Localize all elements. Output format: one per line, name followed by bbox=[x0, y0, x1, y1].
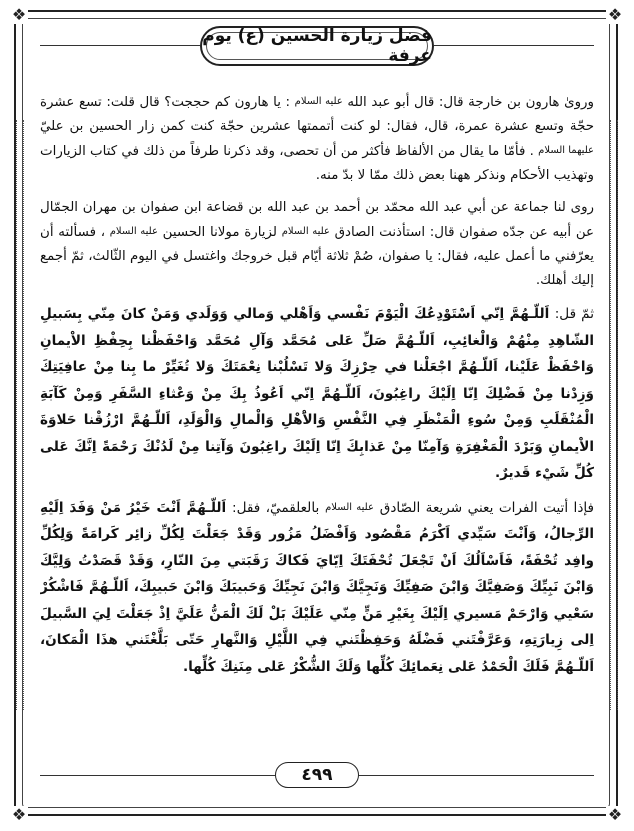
footer-rule bbox=[40, 775, 275, 776]
corner-ornament-icon: ❖ bbox=[607, 5, 623, 24]
text-run: : يا هارون كم حججت؟ قال قلت: تسع عشرة حجّة وتسع عشرة عمرة، قال، فقال: لو كنت أتممتها عشرين حجّة كنت كمن زار الحسين بن عليّ bbox=[40, 95, 594, 134]
paragraph-haroun bbox=[40, 90, 594, 188]
text-run: ورویٰ هارون بن خارجة قال: قال أبو عبد الله bbox=[347, 95, 594, 110]
page-number: ٤٩٩ bbox=[301, 765, 333, 785]
honorific-mark: عليه السلام bbox=[294, 96, 343, 107]
paragraph-safwan bbox=[40, 196, 594, 293]
honorific-mark: عليه السلام bbox=[109, 226, 158, 237]
text-run: ثمّ قل: bbox=[554, 306, 594, 322]
honorific-mark: عليه السلام bbox=[325, 501, 374, 513]
prayer-text: اَللّـهُمَّ اَنْتَ خَيْرُ مَنْ وَفَدَ اِلَيْهِ الرِّجالُ، وَاَنْتَ سَيِّدي اَكْرَمُ مَقْصُود وَاَفْضَلُ مَزُور وَقَدْ جَعَلْتَ لِكُلِّ زائِر كَرامَةً وَلِكُلِّ وافِد تُحْفَةً، فَاَسْاَلُكَ اَنْ تَجْعَلَ تُحْفَتَكَ اِيّايَ فَكاكَ رَقَبَتي مِنَ النّارِ، وَقَدْ قَصَدْتُ وَلِيَّكَ وَابْنَ نَبِيِّكَ وَصَفِيَّكَ وَابْنَ صَفِيِّكَ وَنَجِيَّكَ وَابْنَ نَجِيِّكَ وَحَبيبَكَ وَابْنَ حَبيبِكَ، اَللّـهُمَّ فَاشْكُرْ سَعْيي وَارْحَمْ مَسيري اِلَيْكَ بِغَيْرِ مَنٍّ مِنّي عَلَيْكَ بَلْ لَكَ الْمَنُّ عَلَيَّ اِذْ جَعَلْتَ لِيَ السَّبيلَ اِلى زِيارَتِهِ، وَعَرَّفْتَني فَضْلَهُ وَحَفِظْتَني فِي اللَّيْلِ وَالنَّهارِ حَتّى بَلَّغْتَني هذَا الْمَكانَ، اَللّـهُمَّ فَلَكَ الْحَمْدُ عَلى نِعَمائِكَ كُلِّها وَلَكَ الشُّكْرُ عَلى مِنَنِكَ كُلِّها. bbox=[40, 499, 594, 675]
page-number-cartouche bbox=[275, 762, 359, 788]
honorific-mark: عليهما السلام bbox=[538, 145, 594, 156]
text-run: لزيارة مولانا الحسين bbox=[162, 225, 277, 240]
header-rule bbox=[40, 45, 200, 46]
paragraph-departure-prayer bbox=[40, 301, 594, 487]
text-run: فإذا أتيت الفرات يعني شريعة الصّادق bbox=[379, 499, 594, 516]
text-run: روى لنا جماعة عن أبي عبد الله محمّد بن أحمد بن عبد الله بن قضاعة ابن صفوان بن مهران الجمّال عن أبيه عن جدّه صفوان قال: استأذنت الصادق bbox=[40, 200, 594, 240]
paragraph-euphrates-prayer bbox=[40, 495, 594, 681]
corner-ornament-icon: ❖ bbox=[607, 805, 623, 824]
text-run: . فأمّا ما يقال من الألفاظ فأكثر من أن تحصى، وقد ذكرنا طرفاً من ذلك في كتاب الزيارات وتهذيب الأحكام ونذكر ههنا بعض ذلك ممّا لا بدّ منه. bbox=[40, 144, 594, 183]
header-rule bbox=[434, 45, 594, 46]
right-border-ornament bbox=[610, 120, 618, 710]
honorific-mark: عليه السلام bbox=[281, 226, 330, 237]
prayer-text: اَللّـهُمَّ اِنّي اَسْتَوْدِعُكَ الْيَوْمَ نَفْسي وَاَهْلي وَمالي وَوَلَدي وَمَنْ كانَ مِنّي بِسَبيلِ الشّاهِدِ مِنْهُمْ وَالْغائِبِ، اَللّـهُمَّ صَلِّ عَلى مُحَمَّد وَآلِ مُحَمَّد وَاحْفَظْنا بِحِفْظِ الاْيمانِ وَاحْفَظْ عَلَيْنا، اَللّـهُمَّ اجْعَلْنا في حِرْزِكَ وَلا تَسْلُبْنا نِعْمَتَكَ وَلا تُغَيِّرْ ما بِنا مِنْ عافِيَتِكَ وَزِدْنا مِنْ فَضْلِكَ اِنّا اِلَيْكَ راغِبُونَ، اَللّـهُمَّ اِنّي اَعُوذُ بِكَ مِنْ وَعْثاءِ السَّفَرِ وَمِنْ كَآبَةِ الْمُنْقَلَبِ وَمِنْ سُوءِ الْمَنْظَرِ فِي النَّفْسِ وَالاَْهْلِ وَالْمالِ وَالْوَلَدِ، اَللّـهُمَّ ارْزُقْنا حَلاوَةَ الاْيمانِ وَبَرْدَ الْمَغْفِرَةِ وَآمِنّا مِنْ عَذابِكَ اِنّا اِلَيْكَ راغِبُونَ وَآتِنا مِنْ لَدُنْكَ رَحْمَةً اِنَّكَ عَلى كُلِّ شَيْء قَديرٌ. bbox=[40, 306, 594, 481]
chapter-header bbox=[200, 26, 434, 66]
left-border-ornament bbox=[16, 120, 24, 710]
chapter-title: فضل زيارة الحسين (ع) يوم عرفة bbox=[202, 26, 432, 66]
text-run: بالعلقميّ، فقل: bbox=[232, 499, 320, 516]
corner-ornament-icon: ❖ bbox=[11, 805, 27, 824]
footer-rule bbox=[359, 775, 594, 776]
text-run: ، فسألته أن يعرّفني ما أعمل عليه، فقال: يا صفوان، صُمْ ثلاثة أيّام قبل خروجك واغتسل في اليوم الثّالث، ثمّ أجمع إليك أهلك. bbox=[40, 225, 594, 288]
page-body bbox=[40, 90, 594, 762]
corner-ornament-icon: ❖ bbox=[11, 5, 27, 24]
